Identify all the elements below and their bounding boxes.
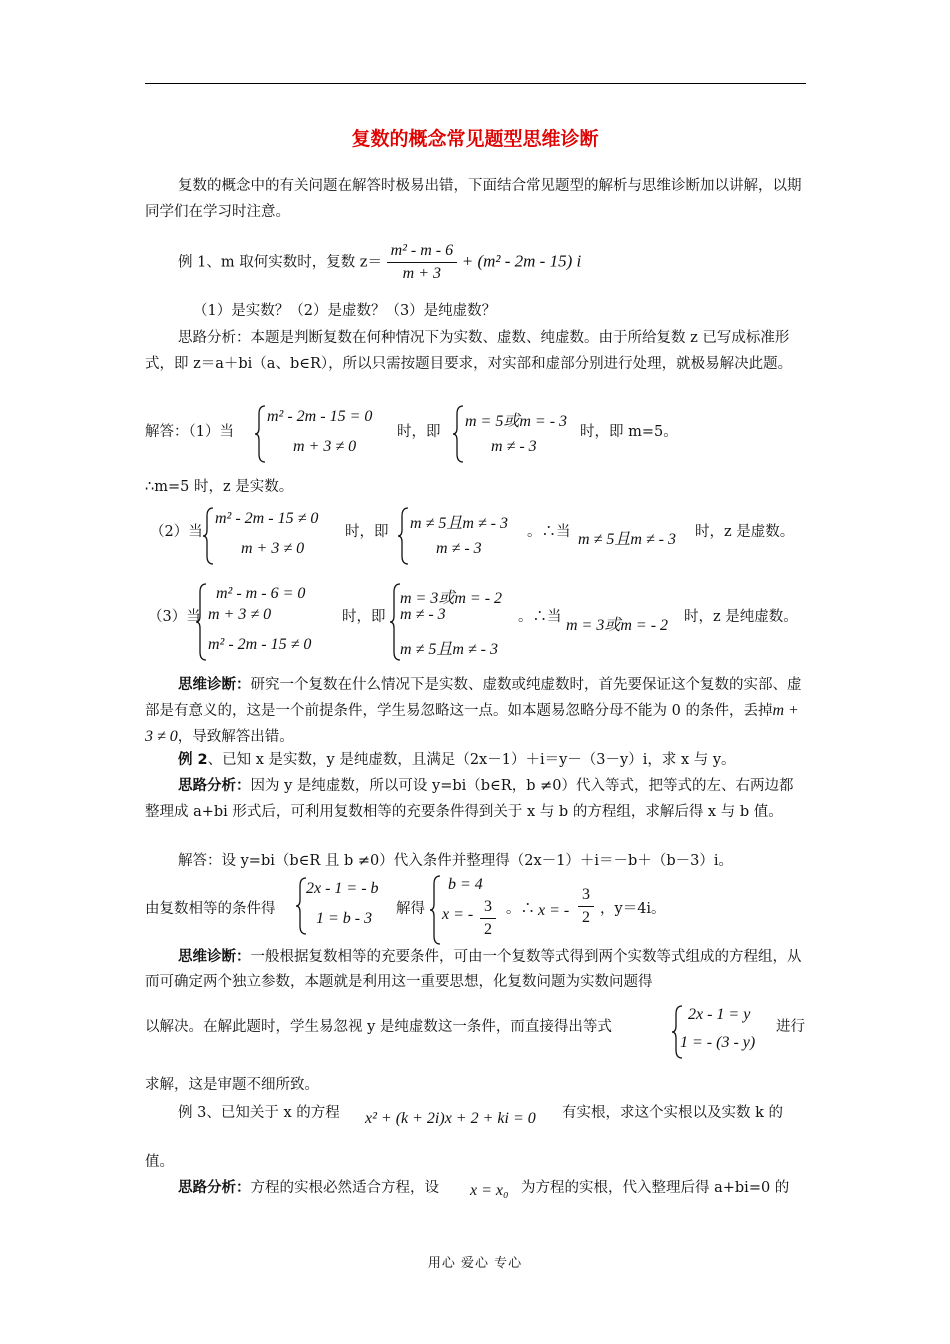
solution-example-2: 解答：设 y=bi（b∈R 且 b ≠0）代入条件并整理得（2x－1）＋i＝－b＋（b－3）i。 bbox=[178, 853, 733, 869]
system-row: m ≠ 5且m ≠ - 3 bbox=[410, 515, 509, 532]
diagnosis-2-tail: 进行 bbox=[776, 1019, 805, 1035]
solution-example-2-tail: ，y＝4i。 bbox=[600, 901, 666, 917]
brace-icon bbox=[430, 874, 442, 946]
solution-1-tail: 时，即 m=5。 bbox=[580, 424, 678, 440]
diagnosis-1-text: 研究一个复数在什么情况下是实数、虚数或纯虚数时，首先要保证这个复数的实部、虚部是有意义的，这是一个前提条件，学生易忽略这一点。如本题易忽略分母不能为 0 的条件，丢掉 bbox=[145, 677, 802, 719]
analysis-2 bbox=[145, 773, 807, 825]
analysis-3-label: 思路分析： bbox=[178, 1180, 251, 1196]
solution-example-2-system-b bbox=[430, 874, 510, 946]
example-3-line2: 值。 bbox=[145, 1154, 174, 1170]
page-title: 复数的概念常见题型思维诊断 bbox=[351, 128, 599, 150]
diagnosis-1-tail: ，导致解答出错。 bbox=[177, 729, 294, 745]
solution-example-2-mid2: 。∴ bbox=[506, 901, 535, 917]
solution-3-system-a bbox=[196, 582, 356, 662]
analysis-1-text: 本题是判断复数在何种情况下为实数、虚数、纯虚数。由于所给复数 z 已写成标准形式，即 z＝a＋bi（a、b∈R），所以只需按题目要求，对实部和虚部分别进行处理，就极易解决此题。 bbox=[145, 330, 793, 372]
solution-example-2-mid: 解得 bbox=[396, 901, 425, 917]
system-row: 1 = b - 3 bbox=[316, 910, 373, 927]
solution-2-mid: 时，即 bbox=[345, 524, 389, 540]
solution-2-lead: （2）当 bbox=[150, 524, 203, 540]
example-2 bbox=[145, 747, 807, 773]
system-row: x = - bbox=[442, 906, 474, 923]
analysis-3-text-b: 为方程的实根，代入整理后得 a+bi=0 的 bbox=[521, 1180, 790, 1196]
header-rule bbox=[145, 83, 806, 84]
fraction-numerator: 3 bbox=[480, 896, 496, 919]
solution-1-mid: 时，即 bbox=[397, 424, 441, 440]
diagnosis-2 bbox=[145, 945, 807, 995]
solution-2-mid2: 。∴当 bbox=[527, 524, 571, 540]
analysis-2-text: 因为 y 是纯虚数，所以可设 y=bi（b∈R，b ≠0）代入等式，把等式的左、右两边都整理成 a+bi 形式后，可利用复数相等的充要条件得到关于 x 与 b 的方程组，求解后得 x 与 b 值。 bbox=[145, 778, 794, 820]
brace-icon bbox=[203, 506, 215, 566]
fraction-denominator: 2 bbox=[484, 921, 492, 938]
example-1-imag-part: + (m² - 2m - 15) i bbox=[461, 251, 582, 271]
system-row: 2x - 1 = - b bbox=[306, 880, 379, 897]
diagnosis-2-line4: 求解，这是审题不细所致。 bbox=[145, 1077, 319, 1093]
solution-1-system-a bbox=[255, 404, 405, 464]
system-row: m ≠ - 3 bbox=[400, 606, 446, 623]
diagnosis-2-line3: 以解决。在解此题时，学生易忽视 y 是纯虚数这一条件，而直接得出等式 bbox=[145, 1019, 612, 1035]
example-1-fraction bbox=[387, 240, 458, 285]
solution-2-system-a bbox=[203, 506, 353, 566]
example-2-text: 、已知 x 是实数，y 是纯虚数，且满足（2x－1）＋i＝y－（3－y）i，求 x 与 y。 bbox=[207, 752, 736, 768]
system-row: m + 3 ≠ 0 bbox=[241, 540, 305, 557]
solution-example-2-fraction bbox=[578, 884, 594, 929]
analysis-3-math: x = x₀ bbox=[470, 1182, 509, 1199]
system-row: 2x - 1 = y bbox=[688, 1006, 751, 1023]
solution-3-mid: 时，即 bbox=[342, 609, 386, 625]
system-row: m ≠ 5且m ≠ - 3 bbox=[400, 641, 499, 658]
system-row: m² - 2m - 15 ≠ 0 bbox=[208, 636, 312, 653]
system-row: 1 = - (3 - y) bbox=[680, 1034, 756, 1051]
page-footer: 用心 爱心 专心 bbox=[427, 1256, 523, 1271]
system-row: m = 5或m = - 3 bbox=[465, 413, 568, 430]
diagnosis-1 bbox=[145, 673, 807, 750]
analysis-3-text-a: 方程的实根必然适合方程，设 bbox=[250, 1180, 439, 1196]
solution-2-system-b bbox=[398, 506, 538, 566]
solution-example-2-lead: 由复数相等的条件得 bbox=[145, 901, 276, 917]
analysis-3 bbox=[178, 1176, 439, 1197]
example-2-label: 例 2 bbox=[178, 752, 208, 768]
diagnosis-2-label: 思维诊断： bbox=[178, 949, 251, 965]
system-row: m² - m - 6 = 0 bbox=[216, 585, 306, 602]
example-1-questions: （1）是实数？（2）是虚数？（3）是纯虚数？ bbox=[193, 303, 497, 319]
system-row: m² - 2m - 15 = 0 bbox=[267, 408, 373, 425]
system-row: m = 3或m = - 2 bbox=[400, 590, 503, 607]
brace-icon bbox=[255, 404, 267, 464]
system-row: b = 4 bbox=[448, 876, 483, 893]
system-row: m ≠ - 3 bbox=[436, 540, 482, 557]
analysis-1 bbox=[145, 325, 807, 377]
solution-3-lead: （3）当 bbox=[148, 609, 201, 625]
solution-3-mid2: 。∴当 bbox=[518, 609, 562, 625]
diagnosis-2-text: 一般根据复数相等的充要条件，可由一个复数等式得到两个实数等式组成的方程组，从而可确定两个独立参数，本题就是利用这一重要思想，化复数问题为实数问题得 bbox=[145, 949, 802, 990]
solution-3-system-b bbox=[390, 582, 530, 662]
example-1 bbox=[178, 240, 581, 285]
intro-paragraph: 复数的概念中的有关问题在解答时极易出错，下面结合常见题型的解析与思维诊断加以讲解，以期同学们在学习时注意。 bbox=[145, 178, 802, 220]
fraction-denominator: 2 bbox=[582, 909, 590, 926]
solution-1-lead: 解答：（1）当 bbox=[145, 424, 234, 440]
brace-icon bbox=[453, 404, 465, 464]
example-3-tail: 有实根，求这个实根以及实数 k 的 bbox=[562, 1105, 784, 1121]
fraction-numerator: 3 bbox=[578, 884, 594, 907]
solution-1-conclusion: ∴m=5 时，z 是实数。 bbox=[145, 479, 294, 495]
diagnosis-1-label: 思维诊断： bbox=[178, 677, 251, 693]
example-3-equation: x² + (k + 2i)x + 2 + ki = 0 bbox=[365, 1110, 536, 1127]
example-1-lead: 例 1、m 取何实数时，复数 z＝ bbox=[178, 254, 382, 271]
solution-example-2-x: x = - bbox=[538, 902, 570, 919]
solution-example-2-system-a bbox=[296, 876, 406, 936]
analysis-2-label: 思路分析： bbox=[178, 778, 251, 794]
solution-2-tail: 时，z 是虚数。 bbox=[695, 524, 795, 540]
brace-icon bbox=[398, 506, 410, 566]
fraction-denominator: m + 3 bbox=[402, 265, 442, 282]
system-row: m + 3 ≠ 0 bbox=[208, 606, 272, 623]
diagnosis-1-math: m + 3 ≠ 0 bbox=[145, 702, 799, 745]
example-3-lead: 例 3、已知关于 x 的方程 bbox=[178, 1105, 340, 1121]
system-fraction bbox=[480, 896, 496, 941]
brace-icon bbox=[196, 582, 208, 662]
system-row: m ≠ - 3 bbox=[491, 438, 537, 455]
system-row: m² - 2m - 15 ≠ 0 bbox=[215, 510, 319, 527]
solution-3-tail: 时，z 是纯虚数。 bbox=[684, 609, 798, 625]
solution-3-condition: m = 3或m = - 2 bbox=[566, 617, 669, 634]
analysis-1-label: 思路分析： bbox=[178, 330, 251, 346]
solution-2-condition: m ≠ 5且m ≠ - 3 bbox=[578, 531, 677, 548]
diagnosis-2-system bbox=[672, 1004, 782, 1060]
fraction-numerator: m² - m - 6 bbox=[387, 240, 458, 263]
system-row: m + 3 ≠ 0 bbox=[293, 438, 357, 455]
